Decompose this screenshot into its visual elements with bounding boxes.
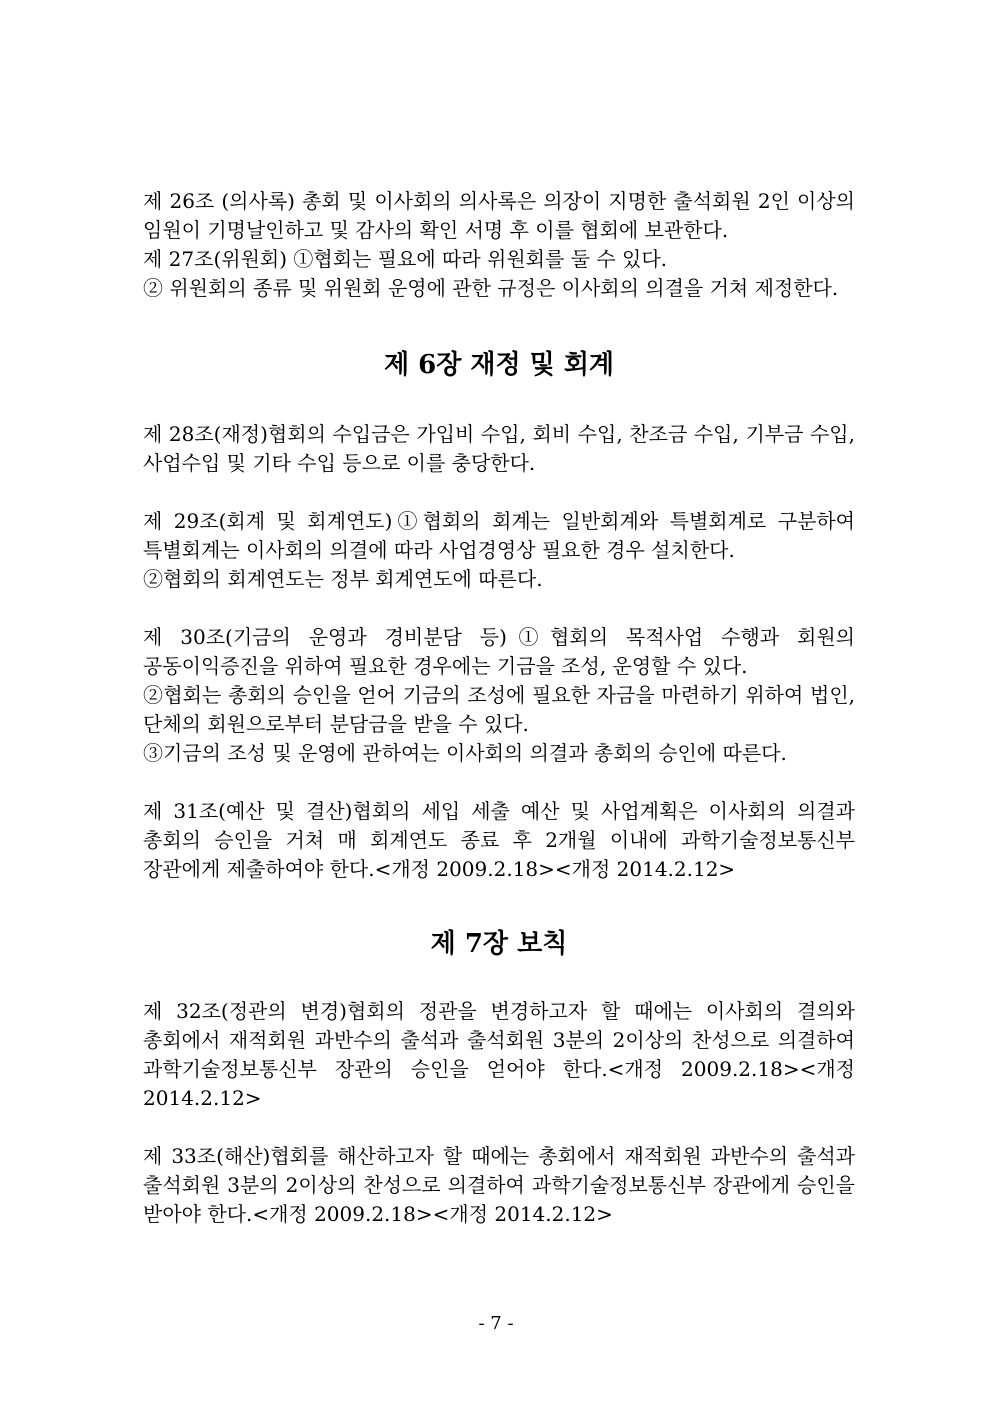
article-29-clause-2: ②협회의 회계연도는 정부 회계연도에 따른다.: [143, 567, 543, 591]
article-26: 제 26조 (의사록) 총회 및 이사회의 의사록은 의장이 지명한 출석회원 2인 이상의 임원이 기명날인하고 및 감사의 확인 서명 후 이를 협회에 보관한다.: [143, 189, 855, 242]
document-page: [143, 187, 855, 1229]
article-33: 제 33조(해산)협회를 해산하고자 할 때에는 총회에서 재적회원 과반수의 출석과 출석회원 3분의 2이상의 찬성으로 의결하여 과학기술정보통신부 장관에게 승인을 받아야 한다.<개정 2009.2.18><개정 2014.2.12>: [143, 1144, 855, 1226]
article-28: 제 28조(재정)협회의 수입금은 가입비 수입, 회비 수입, 찬조금 수입, 기부금 수입, 사업수입 및 기타 수입 등으로 이를 충당한다.: [143, 422, 855, 475]
spacer: [143, 594, 855, 623]
spacer: [143, 1113, 855, 1142]
spacer: [143, 478, 855, 507]
chapter-6-heading: 제 6장 재정 및 회계: [383, 350, 615, 380]
article-30-clause-3: ③기금의 조성 및 운영에 관하여는 이사회의 의결과 총회의 승인에 따른다.: [143, 741, 787, 765]
article-30-clause-1: 제 30조(기금의 운영과 경비분담 등)①협회의 목적사업 수행과 회원의 공동이익증진을 위하여 필요한 경우에는 기금을 조성, 운영할 수 있다.: [143, 625, 855, 678]
article-31: 제 31조(예산 및 결산)협회의 세입 세출 예산 및 사업계획은 이사회의 의결과 총회의 승인을 거쳐 매 회계연도 종료 후 2개월 이내에 과학기술정보통신부 장관에게 제출하여야 한다.<개정 2009.2.18><개정 2014.2.12>: [143, 799, 855, 881]
article-30-clause-2: ②협회는 총회의 승인을 얻어 기금의 조성에 필요한 자금을 마련하기 위하여 법인, 단체의 회원으로부터 분담금을 받을 수 있다.: [143, 683, 855, 736]
article-29-clause-1: 제 29조(회계 및 회계연도)①협회의 회계는 일반회계와 특별회계로 구분하여 특별회계는 이사회의 의결에 따라 사업경영상 필요한 경우 설치한다.: [143, 509, 855, 562]
article-27-clause-1: 제 27조(위원회) ①협회는 필요에 따라 위원회를 둘 수 있다.: [143, 247, 667, 271]
chapter-7-heading: 제 7장 보칙: [430, 929, 568, 959]
article-32: 제 32조(정관의 변경)협회의 정관을 변경하고자 할 때에는 이사회의 결의와 총회에서 재적회원 과반수의 출석과 출석회원 3분의 2이상의 찬성으로 의결하여 과학기술정보통신부 장관의 승인을 얻어야 한다.<개정 2009.2.18><개정 2014.2.12>: [143, 999, 855, 1110]
article-27-clause-2: ② 위원회의 종류 및 위원회 운영에 관한 규정은 이사회의 의결을 거쳐 제정한다.: [143, 276, 839, 300]
spacer: [143, 768, 855, 797]
page-number: - 7 -: [478, 1313, 514, 1334]
